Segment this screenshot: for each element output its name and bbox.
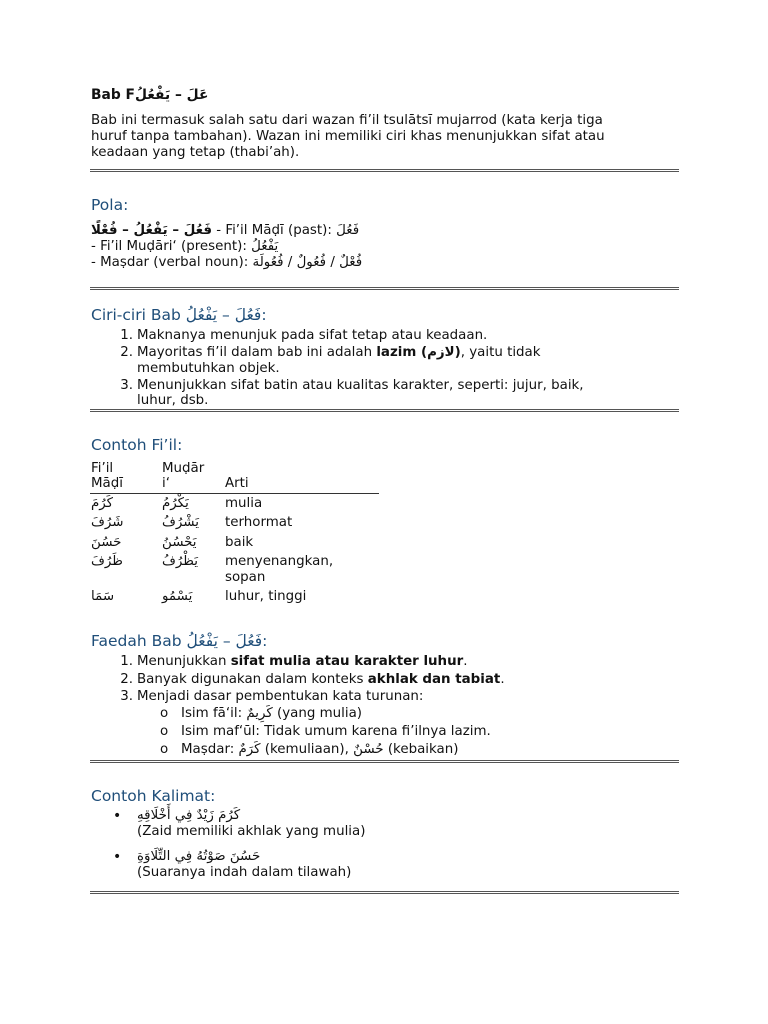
ciri-heading-colon: :: [261, 306, 267, 324]
list-item-continuation: luhur, dsb.: [137, 393, 209, 408]
table-cell-madi: شَرُفَ: [91, 515, 124, 530]
table-header-mudari: i‘: [162, 476, 170, 491]
table-cell-mudari: يَسْمُو: [162, 589, 193, 604]
faedah-heading: [91, 632, 267, 650]
table-cell-arti: terhormat: [225, 515, 293, 530]
table-cell-arti: mulia: [225, 496, 263, 511]
example-arabic: كَرُمَ زَيْدٌ فِي أَخْلَاقِهِ: [137, 808, 241, 823]
ciri-heading: [91, 306, 267, 324]
sub-item-text: (kebaikan): [383, 742, 459, 757]
list-item-text: Menunjukkan: [137, 654, 231, 669]
list-item-continuation: membutuhkan objek.: [137, 361, 280, 376]
list-item: Menjadi dasar pembentukan kata turunan:: [137, 689, 424, 704]
pola-madi-arabic: فَعُلَ: [336, 223, 360, 238]
divider: [90, 287, 679, 290]
table-header-arti: Arti: [225, 476, 249, 491]
sub-item-arabic: كَرَمٌ: [238, 742, 261, 757]
sub-bullet: o: [160, 706, 169, 721]
table-header-madi: Fi’il: [91, 461, 114, 476]
sub-item-text: Maṣdar:: [181, 742, 239, 757]
list-item-bold: lazim (لازم): [376, 345, 461, 360]
list-number: 3.: [120, 689, 133, 704]
table-cell-madi: حَسُنَ: [91, 535, 122, 550]
list-item-text: Mayoritas fi’il dalam bab ini adalah: [137, 345, 377, 360]
table-cell-arti: menyenangkan,: [225, 554, 334, 569]
table-header-rule: [90, 493, 379, 494]
pola-line-1: [91, 223, 359, 238]
sub-item-text: (yang mulia): [272, 706, 363, 721]
list-number: 1.: [120, 328, 133, 343]
faedah-heading-text: Faedah Bab: [91, 632, 187, 650]
bullet: •: [113, 849, 122, 865]
table-cell-madi: سَمَا: [91, 589, 115, 604]
table-cell-arti: baik: [225, 535, 254, 550]
list-item-bold: sifat mulia atau karakter luhur: [230, 654, 464, 669]
pola-madi-label: - Fi’il Māḍī (past):: [212, 223, 337, 238]
pola-heading: Pola:: [91, 196, 129, 214]
list-item: [137, 654, 637, 671]
example-arabic: حَسُنَ صَوْتُهُ فِي التِّلَاوَةِ: [137, 849, 261, 864]
list-number: 2.: [120, 345, 133, 360]
list-number: 2.: [120, 672, 133, 687]
pola-line-2: [91, 239, 278, 254]
kalimat-heading: Contoh Kalimat:: [91, 787, 216, 805]
pola-pattern-arabic: فَعُلَ – يَفْعُلُ – فُعْلًا: [91, 223, 212, 238]
list-item-text: Banyak digunakan dalam konteks: [137, 672, 368, 687]
ciri-heading-arabic: فَعُلَ – يَفْعُلُ: [185, 306, 262, 324]
pola-mudari-label: - Fi’il Muḍāri‘ (present):: [91, 239, 252, 254]
sub-list-item: Isim maf‘ūl: Tidak umum karena fi’ilnya lazim.: [181, 724, 491, 739]
list-item-text: , yaitu tidak: [460, 345, 541, 360]
sub-bullet: o: [160, 724, 169, 739]
table-cell-madi: ظَرُفَ: [91, 554, 123, 569]
list-number: 3.: [120, 378, 133, 393]
table-header-madi: Māḍī: [91, 476, 123, 491]
example-translation: (Zaid memiliki akhlak yang mulia): [137, 824, 366, 839]
sub-item-text: (kemuliaan),: [260, 742, 354, 757]
title-arabic: عَلَ – يَفْعُلُ: [134, 87, 209, 103]
contoh-heading: Contoh Fi’il:: [91, 436, 183, 454]
sub-list-item: [181, 706, 362, 721]
list-item-bold: akhlak dan tabiat: [367, 672, 501, 687]
pola-masdar-label: - Maṣdar (verbal noun):: [91, 255, 253, 270]
list-item-text: .: [500, 672, 505, 687]
table-cell-mudari: يَحْسُنُ: [162, 535, 197, 550]
divider: [90, 891, 679, 894]
sub-item-arabic: كَرِيمٌ: [246, 706, 273, 721]
table-cell-arti: luhur, tinggi: [225, 589, 307, 604]
list-number: 1.: [120, 654, 133, 669]
divider: [90, 760, 679, 763]
sub-item-text: Isim fā‘il:: [181, 706, 247, 721]
intro-line-1: Bab ini termasuk salah satu dari wazan fi’il tsulātsī mujarrod (kata kerja tiga: [91, 113, 603, 128]
intro-line-3: keadaan yang tetap (thabi’ah).: [91, 145, 300, 160]
pola-line-3: [91, 255, 362, 270]
ciri-heading-text: Ciri-ciri Bab: [91, 306, 186, 324]
sub-bullet: o: [160, 742, 169, 757]
example-translation: (Suaranya indah dalam tilawah): [137, 865, 352, 880]
sub-list-item: [181, 742, 458, 757]
intro-line-2: huruf tanpa tambahan). Wazan ini memiliki ciri khas menunjukkan sifat atau: [91, 129, 605, 144]
table-cell-mudari: يَكْرُمُ: [162, 496, 189, 511]
divider: [90, 409, 679, 412]
list-item: [137, 672, 637, 689]
list-item: Maknanya menunjuk pada sifat tetap atau keadaan.: [137, 328, 488, 343]
table-cell-mudari: يَشْرُفُ: [162, 515, 199, 530]
list-item: Menunjukkan sifat batin atau kualitas karakter, seperti: jujur, baik,: [137, 378, 584, 393]
table-cell-mudari: يَظْرُفُ: [162, 554, 198, 569]
table-header-mudari: Muḍār: [162, 461, 205, 476]
divider: [90, 169, 679, 172]
list-item-text: .: [463, 654, 468, 669]
table-cell-madi: كَرُمَ: [91, 496, 114, 511]
sub-item-arabic: حُسْنٌ: [353, 742, 384, 757]
pola-mudari-arabic: يَفْعُلُ: [251, 239, 279, 254]
bullet: •: [113, 808, 122, 824]
table-cell-arti: sopan: [225, 570, 266, 585]
faedah-heading-arabic: فَعُلَ – يَفْعُلُ: [186, 632, 263, 650]
title-prefix: Bab F: [91, 87, 135, 103]
page-title: [91, 87, 208, 103]
list-item: [137, 345, 637, 362]
pola-masdar-arabic: فُعْلٌ / فُعُولٌ / فُعُولَة: [252, 255, 363, 270]
faedah-heading-colon: :: [262, 632, 268, 650]
